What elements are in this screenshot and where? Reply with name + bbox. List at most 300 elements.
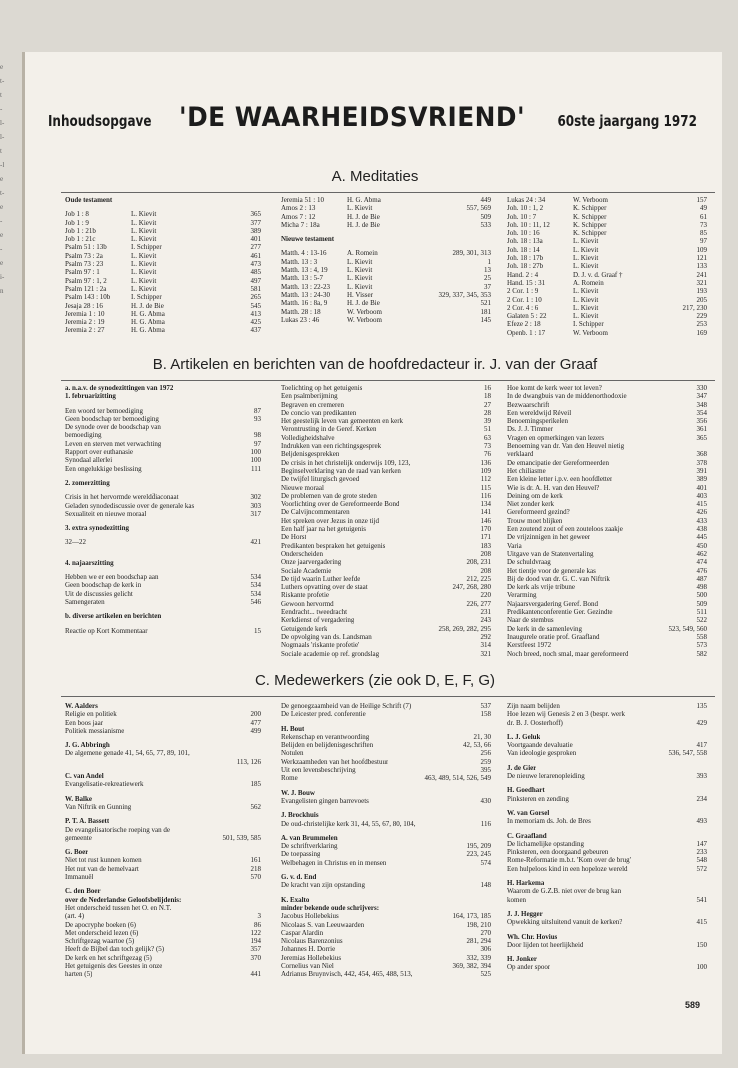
entry-pages: 389 xyxy=(250,226,261,235)
entry-title: Voorlichting over de Gereformeerde Bond xyxy=(281,500,400,509)
index-entry xyxy=(281,291,491,299)
entry-title: Luthers opvatting over de staat xyxy=(281,583,368,592)
index-entry xyxy=(507,608,707,616)
index-entry xyxy=(507,467,707,475)
entry-filler xyxy=(602,384,694,392)
entry-title: Predikantenconferentie Ger. Gezindte xyxy=(507,608,613,617)
group-heading xyxy=(507,832,707,840)
entry-title: De problemen van de grote steden xyxy=(281,491,377,500)
entry-title: Joh. 18 : 13a xyxy=(507,237,543,246)
entry-title: Jeremias Hollebekius xyxy=(281,953,342,962)
entry-pages: 545 xyxy=(250,301,261,310)
entry-title: Gereformeerd gezind? xyxy=(507,508,570,517)
index-entry xyxy=(281,733,491,741)
entry-pages: 425 xyxy=(250,318,261,327)
entry-filler xyxy=(551,558,694,566)
heading-text: C. den Boer xyxy=(65,887,101,896)
entry-author: I. Schipper xyxy=(131,243,162,252)
group-heading xyxy=(507,733,707,741)
entry-pages: 3 xyxy=(257,912,261,921)
entry-filler xyxy=(324,484,478,492)
entry-pages: 401 xyxy=(696,483,707,492)
entry-pages: 37 xyxy=(484,282,491,291)
index-entry xyxy=(281,434,491,442)
heading-text: G. Boer xyxy=(65,848,89,857)
index-entry xyxy=(507,591,707,599)
section-title-meditaties: A. Meditaties xyxy=(331,168,419,185)
entry-pages: 321 xyxy=(480,649,491,658)
entry-pages: 270 xyxy=(480,928,491,937)
entry-title: Amos 7 : 12 xyxy=(281,212,316,221)
entry-pages: 415 xyxy=(696,918,707,927)
entry-filler xyxy=(609,459,693,467)
entry-pages: 135 xyxy=(696,702,707,710)
index-entry xyxy=(281,954,491,962)
entry-title: Joh. 18 : 14 xyxy=(507,245,540,254)
entry-title: De genoegzaamheid van de Heilige Schrift (7) xyxy=(281,702,412,710)
section-title-medewerkers: C. Medewerkers (zie ook D, E, F, G) xyxy=(254,672,496,689)
entry-filler xyxy=(401,467,478,475)
entry-filler xyxy=(103,719,247,727)
entry-pages: 97 xyxy=(254,439,261,448)
index-entry xyxy=(281,517,491,525)
entry-filler xyxy=(591,817,694,825)
index-entry xyxy=(281,459,491,467)
entry-pages: 73 xyxy=(484,442,491,451)
entry-pages: 437 xyxy=(250,326,261,335)
index-entry xyxy=(507,517,707,525)
index-entry xyxy=(65,407,261,415)
entry-author: L. Kievit xyxy=(573,262,599,271)
entry-title: Kerstfeest 1972 xyxy=(507,641,552,650)
entry-title: Samengeraten xyxy=(65,597,105,606)
index-entry xyxy=(507,304,707,312)
entry-filler xyxy=(323,929,477,937)
entry-filler xyxy=(124,727,247,735)
page-header xyxy=(25,102,725,133)
entry-title: harten (5) xyxy=(65,970,93,979)
index-entry xyxy=(281,820,491,828)
entry-author: L. Kievit xyxy=(131,226,157,235)
entry-filler xyxy=(631,856,694,864)
index-entry xyxy=(281,600,491,608)
entry-title: De tijd waarin Luther leefde xyxy=(281,574,361,583)
entry-title: Sociale Academie xyxy=(281,566,332,575)
entry-filler xyxy=(568,417,693,425)
entry-title: Hebben we er een boodschap aan xyxy=(65,573,159,582)
entry-filler xyxy=(86,538,248,546)
entry-filler xyxy=(161,423,261,431)
entry-pages: 393 xyxy=(696,772,707,781)
entry-pages: 39 xyxy=(484,417,491,426)
header-volume: 60ste jaargang 1972 xyxy=(557,112,698,130)
entry-title: Matth. 13 : 4, 19 xyxy=(281,266,328,275)
entry-title: Nieuwe moraal xyxy=(281,483,324,492)
entry-title: Rekenschap en verantwoording xyxy=(281,732,370,741)
heading-text: A. van Brummelen xyxy=(281,833,338,842)
entry-title: Zijn naam belijden xyxy=(507,702,560,710)
entry-filler xyxy=(570,508,694,516)
index-entry xyxy=(65,440,261,448)
entry-filler xyxy=(171,904,261,912)
index-entry xyxy=(281,912,491,920)
entry-pages: 582 xyxy=(696,649,707,658)
entry-pages: 226, 277 xyxy=(466,599,491,608)
entry-pages: 115 xyxy=(480,483,491,492)
entry-pages: 85 xyxy=(700,229,707,238)
entry-filler xyxy=(344,401,481,409)
entry-title: Lukas 24 : 34 xyxy=(507,196,546,204)
heading-text: C. van Andel xyxy=(65,772,104,781)
entry-author: I. Schipper xyxy=(573,320,604,329)
heading-text: J. Brockhuis xyxy=(281,811,319,820)
entry-filler xyxy=(594,550,694,558)
section-rule xyxy=(61,696,715,697)
entry-pages: 463, 489, 514, 526, 549 xyxy=(424,774,491,783)
entry-filler xyxy=(560,702,694,710)
entry-filler xyxy=(142,856,248,864)
heading-text: H. Jonker xyxy=(507,955,537,964)
index-entry xyxy=(65,912,261,920)
entry-pages: 63 xyxy=(484,433,491,442)
index-entry xyxy=(281,274,491,282)
index-entry xyxy=(507,525,707,533)
entry-filler xyxy=(368,583,450,591)
entry-title: Toelichting op het getuigenis xyxy=(281,384,363,392)
entry-pages: 157 xyxy=(696,196,707,204)
entry-title: Nogmaals 'riskante profetie' xyxy=(281,641,360,650)
group-heading xyxy=(65,702,261,710)
index-entry xyxy=(281,774,491,782)
entry-title: De oud-christelijke kerk 31, 44, 55, 67, 80, 104, xyxy=(281,819,416,828)
entry-author: H. J. de Bie xyxy=(347,299,380,308)
page-number: 589 xyxy=(684,1000,700,1010)
entry-filler xyxy=(338,392,481,400)
entry-author: L. Kievit xyxy=(131,284,157,293)
entry-title: Immanuël xyxy=(65,873,94,882)
entry-author: H. Visser xyxy=(347,290,373,299)
index-entry xyxy=(507,254,707,262)
index-entry xyxy=(281,508,491,516)
entry-filler xyxy=(92,834,220,842)
index-entry xyxy=(507,865,707,873)
index-entry xyxy=(65,285,261,293)
entry-title: Psalm 97 : 1, 2 xyxy=(65,276,107,285)
entry-pages: 289, 301, 313 xyxy=(452,249,491,258)
entry-title: Verontrusting in de Geref. Kerken xyxy=(281,425,377,434)
entry-title: Jeremia 2 : 19 xyxy=(65,318,105,327)
entry-filler xyxy=(359,641,477,649)
entry-title: Joh. 18 : 27b xyxy=(507,262,544,271)
entry-filler xyxy=(350,508,478,516)
heading-text: 2. zomerzitting xyxy=(65,478,110,487)
entry-pages: 277 xyxy=(250,243,261,252)
index-entry xyxy=(507,896,707,904)
entry-filler xyxy=(369,733,470,741)
heading-text: W. Aalders xyxy=(65,702,98,710)
index-entry xyxy=(281,633,491,641)
index-entry xyxy=(65,219,261,227)
entry-pages: 218 xyxy=(250,864,261,873)
entry-title: Jacobus Hollebekius xyxy=(281,912,339,921)
index-entry xyxy=(281,299,491,307)
index-entry xyxy=(281,492,491,500)
entry-title: Welbehagen in Christus en in mensen xyxy=(281,858,387,867)
entry-filler xyxy=(598,600,693,608)
entry-author: W. Verboom xyxy=(573,328,608,337)
index-entry xyxy=(507,702,707,710)
index-entry xyxy=(65,921,261,929)
entry-pages: 223, 245 xyxy=(466,850,491,859)
entry-title: Matth. 13 : 3 xyxy=(281,257,318,266)
entry-pages: 116 xyxy=(480,491,491,500)
section-title-artikelen: B. Artikelen en berichten van de hoofdredacteur ir. J. van der Graaf xyxy=(152,356,598,373)
index-entry xyxy=(507,963,707,971)
entry-pages: 100 xyxy=(250,448,261,457)
entry-author: A. Romein xyxy=(347,249,378,258)
entry-filler xyxy=(339,450,481,458)
entry-title: Pinksteren, een doorgaand gebeuren xyxy=(507,848,609,857)
entry-title: De Calvijncommentaren xyxy=(281,508,350,517)
entry-filler xyxy=(338,842,464,850)
entry-title: De kerk in de samenleving xyxy=(507,624,583,633)
entry-filler xyxy=(537,591,694,599)
entry-filler xyxy=(600,633,694,641)
index-entry xyxy=(507,600,707,608)
entry-title: De nieuwe lerarenopleiding xyxy=(507,772,585,781)
index-entry xyxy=(65,758,261,766)
entry-author: L. Kievit xyxy=(347,282,373,291)
entry-pages: 121 xyxy=(696,254,707,263)
entry-title: 2 Cor. 1 : 10 xyxy=(507,295,542,304)
entry-title: Riskante profetie xyxy=(281,591,330,600)
entry-title: Hoe komt de kerk weer tot leven? xyxy=(507,384,602,392)
entry-pages: 523, 549, 560 xyxy=(668,624,707,633)
entry-pages: 229 xyxy=(696,312,707,321)
entry-pages: 141 xyxy=(480,508,491,517)
group-heading xyxy=(65,848,261,856)
entry-pages: 122 xyxy=(250,928,261,937)
entry-pages: 574 xyxy=(480,858,491,867)
entry-filler xyxy=(366,525,478,533)
meditaties-column-1 xyxy=(65,196,261,335)
index-entry xyxy=(65,834,261,842)
entry-filler xyxy=(134,937,247,945)
entry-title: Joh. 10 : 7 xyxy=(507,212,537,221)
entry-title: Job 1 : 9 xyxy=(65,218,89,227)
entry-title: Job 1 : 21b xyxy=(65,226,96,235)
entry-filler xyxy=(65,758,234,766)
index-entry xyxy=(281,625,491,633)
entry-pages: 164, 173, 185 xyxy=(452,912,491,921)
index-entry xyxy=(507,625,707,633)
entry-pages: 28 xyxy=(484,408,491,417)
index-entry xyxy=(281,616,491,624)
entry-pages: 562 xyxy=(250,802,261,811)
entry-pages: 534 xyxy=(250,573,261,582)
entry-title: Een half jaar na het getuigenis xyxy=(281,525,366,534)
entry-pages: 1 xyxy=(487,257,491,266)
entry-pages: 147 xyxy=(696,839,707,848)
entry-pages: 185 xyxy=(250,780,261,789)
entry-pages: 145 xyxy=(480,315,491,324)
entry-title: Met onderscheid lezen (6) xyxy=(65,928,139,937)
heading-text: C. Graafland xyxy=(507,831,547,840)
entry-title: Jeremia 1 : 10 xyxy=(65,309,105,318)
index-entry xyxy=(281,316,491,324)
index-entry xyxy=(507,710,707,718)
entry-title: De Leicester pred. conferentie xyxy=(281,710,366,719)
index-entry xyxy=(281,249,491,257)
entry-title: Psalm 51 : 13b xyxy=(65,243,107,252)
entry-pages: 51 xyxy=(484,425,491,434)
entry-pages: 21, 30 xyxy=(473,732,491,741)
entry-title: Predikanten bespraken het getuigenis xyxy=(281,541,386,550)
entry-author: L. Kievit xyxy=(347,266,373,275)
artikelen-column-1 xyxy=(65,384,261,635)
entry-pages: 534 xyxy=(250,581,261,590)
index-entry xyxy=(281,842,491,850)
index-entry xyxy=(65,945,261,953)
entry-pages: 194 xyxy=(250,937,261,946)
entry-pages: 401 xyxy=(250,235,261,244)
entry-pages: 161 xyxy=(250,856,261,865)
entry-pages: 429 xyxy=(696,718,707,727)
entry-pages: 525 xyxy=(480,970,491,979)
entry-author: L. Kievit xyxy=(573,237,599,246)
entry-pages: 259 xyxy=(480,757,491,766)
entry-pages: 441 xyxy=(250,970,261,979)
entry-filler xyxy=(164,945,247,953)
entry-filler xyxy=(139,865,248,873)
index-entry xyxy=(65,210,261,218)
index-entry xyxy=(507,221,707,229)
index-entry xyxy=(507,500,707,508)
entry-filler xyxy=(599,484,693,492)
index-entry xyxy=(281,384,491,392)
entry-title: Het tientje voor de generale kas xyxy=(507,566,596,575)
medewerkers-column-3 xyxy=(507,702,707,972)
entry-pages: 200 xyxy=(250,710,261,719)
entry-title: komen xyxy=(507,895,527,904)
entry-title: Noch breed, noch smal, maar gereformeerd xyxy=(507,649,629,658)
entry-filler xyxy=(628,650,693,658)
index-entry xyxy=(507,641,707,649)
entry-filler xyxy=(365,881,478,889)
entry-pages: 265 xyxy=(250,293,261,302)
entry-title: Sociale academie op ref. grondslag xyxy=(281,649,380,658)
index-entry xyxy=(65,310,261,318)
entry-pages: 100 xyxy=(696,963,707,972)
entry-pages: 302 xyxy=(250,493,261,502)
index-entry xyxy=(65,710,261,718)
index-entry xyxy=(507,409,707,417)
entry-pages: 317 xyxy=(250,509,261,518)
index-entry xyxy=(507,918,707,926)
entry-filler xyxy=(623,525,694,533)
entry-filler xyxy=(362,384,481,392)
entry-pages: 533 xyxy=(480,220,491,229)
index-entry xyxy=(507,204,707,212)
index-entry xyxy=(65,268,261,276)
entry-filler xyxy=(546,467,694,475)
index-entry xyxy=(281,442,491,450)
entry-pages: 49 xyxy=(700,204,707,213)
entry-filler xyxy=(356,766,478,774)
entry-filler xyxy=(522,542,694,550)
entry-filler xyxy=(583,941,693,949)
index-entry xyxy=(281,962,491,970)
entry-title: De opvolging van ds. Landsman xyxy=(281,632,372,641)
entry-pages: 570 xyxy=(250,873,261,882)
entry-filler xyxy=(356,409,481,417)
entry-filler xyxy=(138,929,247,937)
entry-author: I. Schipper xyxy=(131,293,162,302)
index-entry xyxy=(281,196,491,204)
index-entry xyxy=(507,719,707,727)
entry-pages: 370 xyxy=(250,953,261,962)
entry-title: Vragen en opmerkingen van lezers xyxy=(507,433,605,442)
entry-pages: 500 xyxy=(696,591,707,600)
index-entry xyxy=(507,442,707,450)
index-entry xyxy=(507,583,707,591)
heading-text: 1. februarizitting xyxy=(65,392,116,401)
entry-title: Matth. 13 : 24-30 xyxy=(281,290,330,299)
index-entry xyxy=(281,409,491,417)
entry-pages: 557, 569 xyxy=(466,204,491,213)
entry-title: Belijden en belijdenisgeschriften xyxy=(281,741,374,750)
entry-pages: 73 xyxy=(700,220,707,229)
entry-title: Begraven en cremeren xyxy=(281,400,344,409)
index-entry xyxy=(65,227,261,235)
entry-author: L. Kievit xyxy=(347,274,373,283)
entry-filler xyxy=(190,749,261,757)
entry-title: Rapport over euthanasie xyxy=(65,448,134,457)
index-entry xyxy=(507,246,707,254)
index-entry xyxy=(281,970,491,978)
meditaties-column-3 xyxy=(507,196,707,337)
entry-filler xyxy=(334,600,464,608)
entry-filler xyxy=(388,758,477,766)
index-entry xyxy=(65,235,261,243)
entry-title: Rome-Reformatie m.b.t. 'Kom over de brug' xyxy=(507,856,631,865)
artikelen-column-2 xyxy=(281,384,491,658)
entry-title: Indrukken van een richtingsgesprek xyxy=(281,442,382,451)
index-entry xyxy=(65,954,261,962)
index-entry xyxy=(281,766,491,774)
entry-title: Eendracht... tweedracht xyxy=(281,608,348,617)
entry-pages: 329, 337, 345, 353 xyxy=(438,290,491,299)
entry-title: Verarming xyxy=(507,591,537,600)
entry-filler xyxy=(563,492,694,500)
entry-title: Notulen xyxy=(281,749,304,758)
entry-pages: 361 xyxy=(696,425,707,434)
entry-pages: 534 xyxy=(250,589,261,598)
entry-pages: 111 xyxy=(251,464,261,473)
index-entry xyxy=(65,510,261,518)
entry-author: K. Schipper xyxy=(573,204,607,213)
entry-title: Heeft de Bijbel dan toch gelijk? (5) xyxy=(65,945,165,954)
entry-title: 32—22 xyxy=(65,538,86,547)
entry-filler xyxy=(613,608,694,616)
index-entry xyxy=(65,318,261,326)
heading-text: Wh. Chr. Hovius xyxy=(507,932,558,941)
index-entry xyxy=(507,271,707,279)
entry-pages: 170 xyxy=(480,525,491,534)
index-entry xyxy=(507,475,707,483)
entry-pages: 253 xyxy=(696,320,707,329)
index-entry xyxy=(281,921,491,929)
